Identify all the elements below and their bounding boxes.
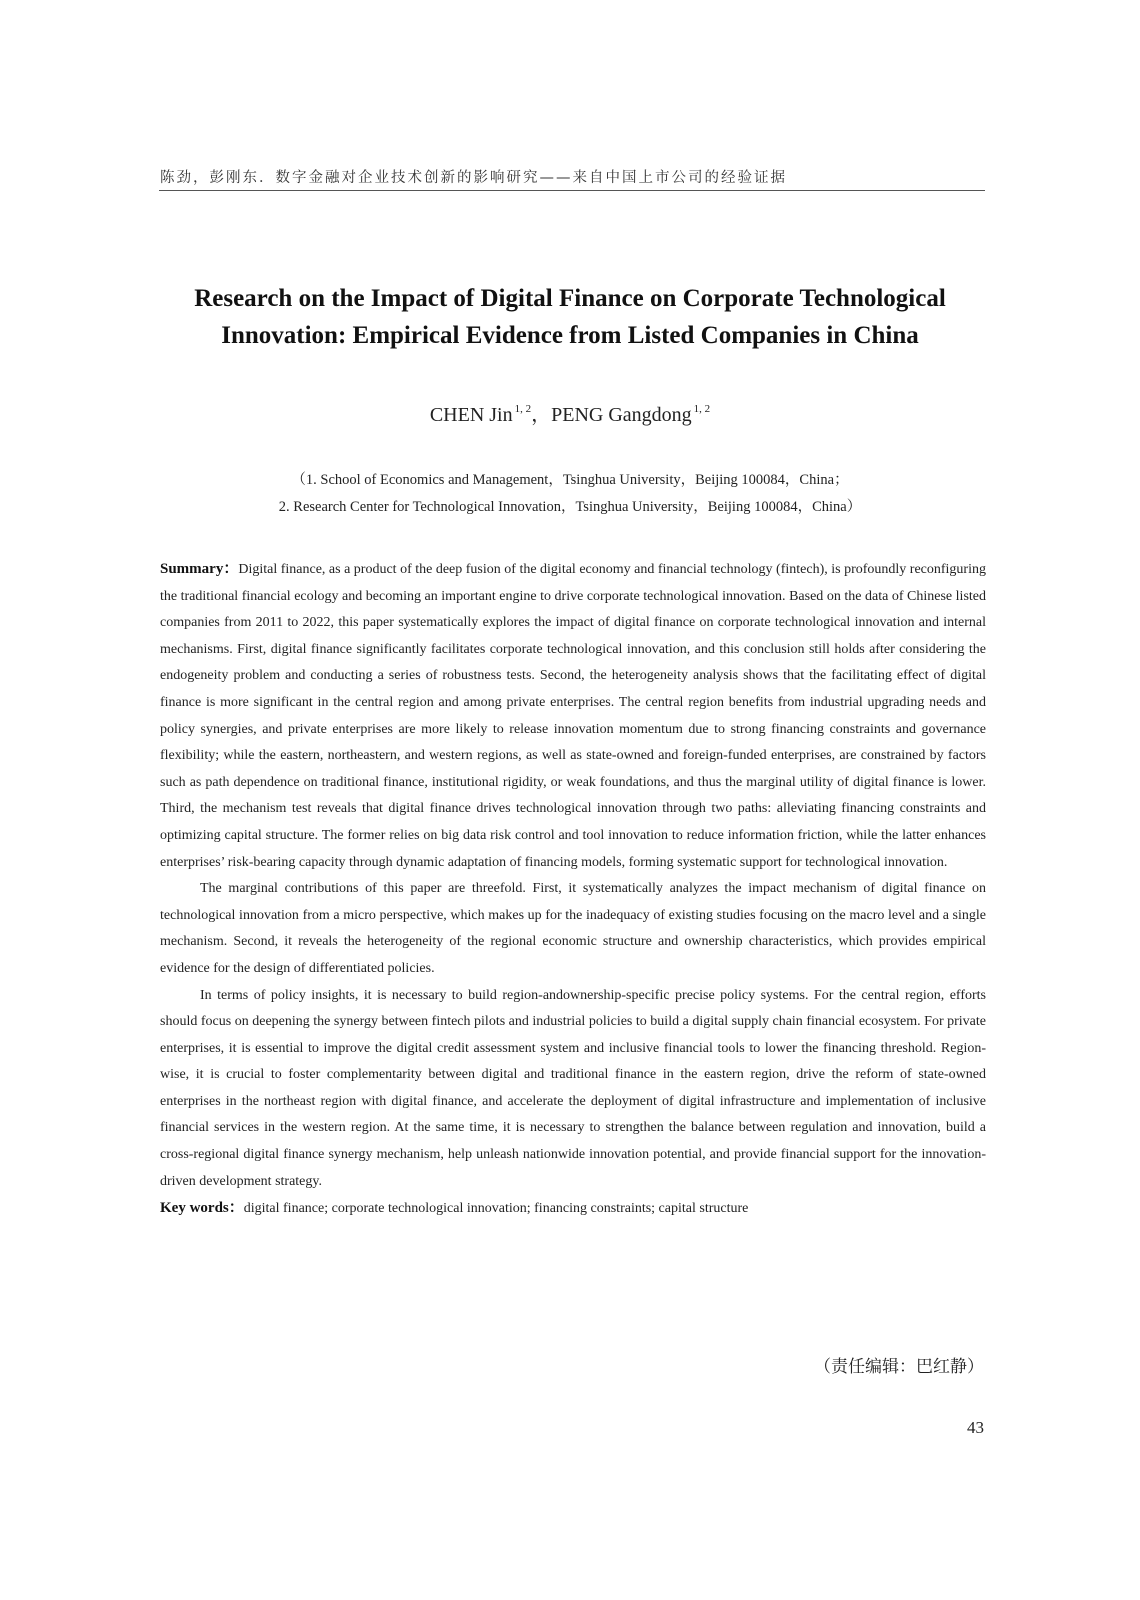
author-list xyxy=(120,398,1020,427)
keywords-line xyxy=(160,1195,986,1223)
author-name: CHEN Jin xyxy=(429,404,513,426)
keywords-text: digital finance; corporate technological innovation; financing constraints; capital structure xyxy=(243,1201,749,1217)
summary-label: Summary： xyxy=(160,561,239,577)
summary-text: Digital finance, as a product of the deep fusion of the digital economy and financial technology (fintech), is profoundly reconfiguring the traditional financial ecology and becoming an important engine to drive corporate technological innovation. Based on the data of Chinese listed companies from 2011 to 2022, this paper systematically explores the impact of digital finance on corporate technological innovation and internal mechanisms. First, digital finance significantly facilitates corporate technological innovation, and this conclusion still holds after considering the endogeneity problem and conducting a series of robustness tests. Second, the heterogeneity analysis shows that the facilitating effect of digital finance is more significant in the central region and among private enterprises. The central region benefits from industrial upgrading needs and policy synergies, and private enterprises are more likely to release innovation momentum due to strong financing constraints and governance flexibility; while the eastern, northeastern, and western regions, as well as state-owned and foreign-funded enterprises, are constrained by factors such as path dependence on traditional finance, institutional rigidity, or weak foundations, and thus the marginal utility of digital finance is lower. Third, the mechanism test reveals that digital finance drives technological innovation through two paths: alleviating financing constraints and optimizing capital structure. The former relies on big data risk control and tool innovation to reduce information friction, while the latter enhances enterprises’ risk-bearing capacity through dynamic adaptation of financing models, forming systematic support for technological innovation. xyxy=(160,562,986,870)
header-rule xyxy=(159,190,985,191)
keywords-label: Key words： xyxy=(160,1200,244,1217)
author-name: PENG Gangdong xyxy=(551,404,692,426)
summary-paragraph xyxy=(160,556,986,876)
affiliation-line: 2. Research Center for Technological Innovation，Tsinghua University，Beijing 100084，China） xyxy=(278,499,862,515)
page-number: 43 xyxy=(967,1418,984,1437)
title-line-2: Innovation: Empirical Evidence from Listed Companies in China xyxy=(221,322,919,349)
running-header: 陈劲，彭刚东．数字金融对企业技术创新的影响研究——来自中国上市公司的经验证据 xyxy=(160,170,787,186)
author-affiliation-marker: 1, 2 xyxy=(514,403,532,415)
author-affiliation-marker: 1, 2 xyxy=(693,403,711,415)
author-separator: ， xyxy=(531,404,552,426)
summary-paragraph: In terms of policy insights, it is necessary to build region-andownership-specific precise policy systems. For the central region, efforts should focus on deepening the synergy between fintech pilots and industrial policies to build a digital supply chain financial ecosystem. For private enterprises, it is essential to improve the digital credit assessment system and inclusive financial tools to lower the financing threshold. Region-wise, it is crucial to foster complementarity between digital and traditional finance in the eastern region, drive the reform of state-owned enterprises in the northeast region with digital finance, and accelerate the deployment of digital infrastructure and implementation of inclusive financial services in the western region. At the same time, it is necessary to strengthen the balance between regulation and innovation, build a cross-regional digital finance synergy mechanism, help unleash nationwide innovation potential, and provide financial support for the innovation-driven development strategy. xyxy=(160,987,986,1189)
summary-paragraph: The marginal contributions of this paper are threefold. First, it systematically analyzes the impact mechanism of digital finance on technological innovation from a micro perspective, which makes up for the inadequacy of existing studies focusing on the macro level and a single mechanism. Second, it reveals the heterogeneity of the regional economic structure and ownership characteristics, which provides empirical evidence for the design of differentiated policies. xyxy=(160,881,986,976)
paper-title xyxy=(120,280,1020,354)
title-line-1: Research on the Impact of Digital Finance on Corporate Technological xyxy=(194,285,946,312)
responsible-editor-note: （责任编辑：巴红静） xyxy=(814,1357,984,1377)
affiliation-line: （1. School of Economics and Management，Tsinghua University，Beijing 100084，China； xyxy=(291,472,849,488)
affiliations xyxy=(120,467,1020,521)
summary-section xyxy=(160,556,986,1223)
